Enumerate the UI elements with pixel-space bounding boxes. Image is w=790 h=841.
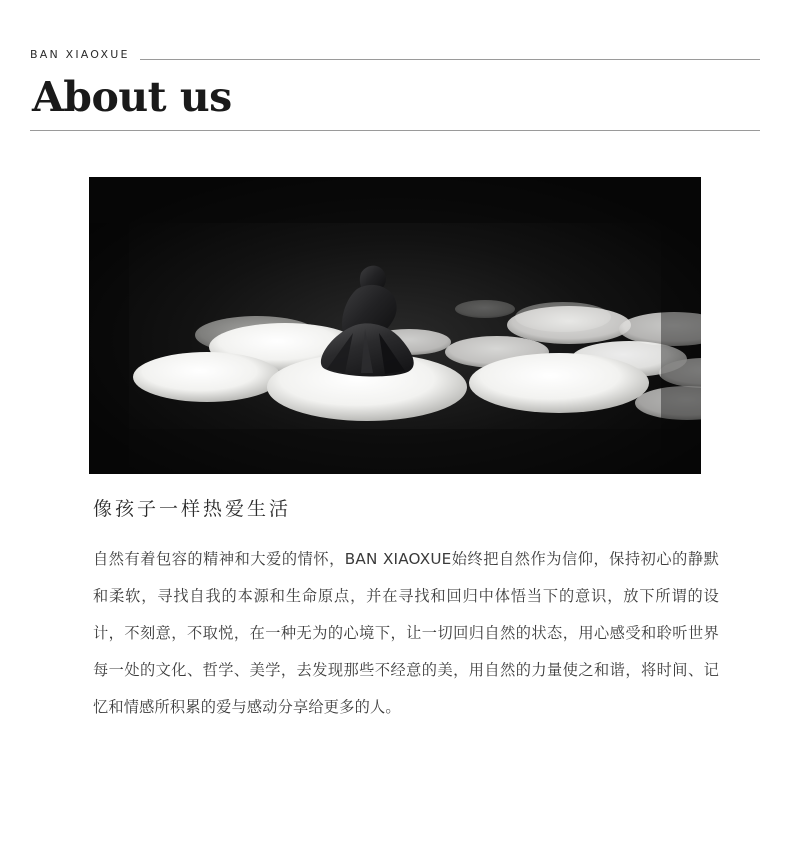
brand-logo-text: BAN XIAOXUE: [30, 44, 140, 66]
hero-image: [89, 177, 701, 474]
page-title: About us: [32, 73, 232, 121]
about-content: [93, 495, 719, 726]
about-paragraph: 自然有着包容的精神和大爱的情怀，BAN XIAOXUE始终把自然作为信仰，保持初心的静默和柔软，寻找自我的本源和生命原点，并在寻找和回归中体悟当下的意识，放下所谓的设计，不刻意，不取悦，在一种无为的心境下，让一切回归自然的状态，用心感受和聆听世界每一处的文化、哲学、美学，去发现那些不经意的美，用自然的力量使之和谐，将时间、记忆和情感所积累的爱与感动分享给更多的人。: [93, 550, 719, 716]
page-title-block: [30, 68, 760, 131]
title-divider: [30, 130, 760, 131]
hero-illustration: [89, 177, 701, 474]
section-subheading: 像孩子一样热爱生活: [93, 498, 292, 520]
brand-row: [30, 44, 760, 66]
